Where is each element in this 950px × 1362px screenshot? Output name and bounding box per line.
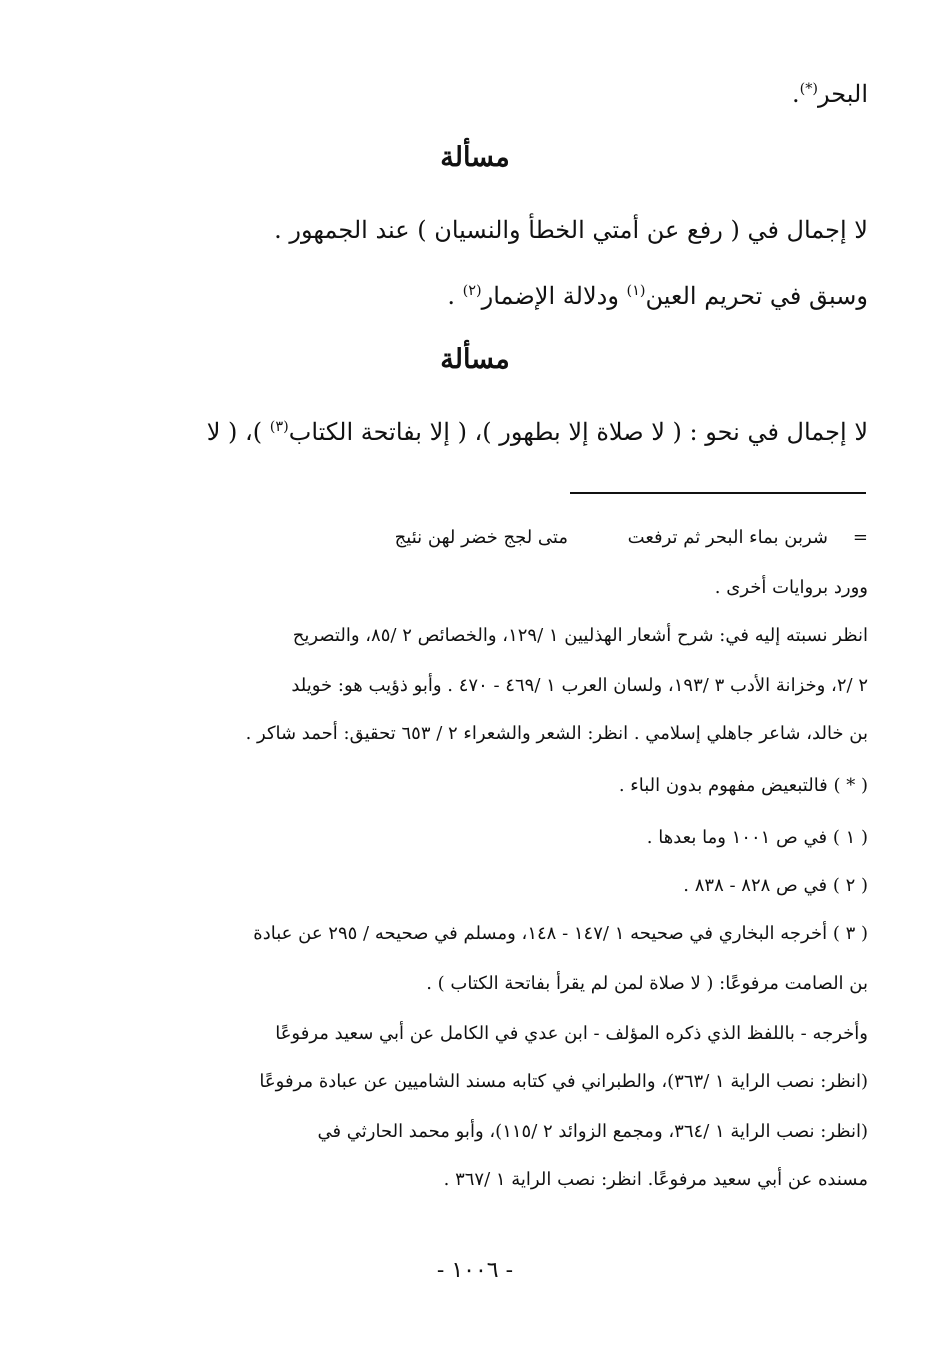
main-line-2: لا إجمال في ( رفع عن أمتي الخطأ والنسيان ) عند الجمهور . — [274, 216, 868, 244]
text-run: لا إجمال في نحو : ( لا صلاة إلا بطهور )، ( إلا بفاتحة الكتاب — [288, 418, 868, 446]
section-heading-1: مسألة — [440, 142, 510, 173]
footnote-line: انظر نسبته إليه في: شرح أشعار الهذليين ١ /١٢٩، والخصائص ٢ /٨٥، والتصريح — [292, 625, 868, 646]
footnote-marker-3: (٣) — [269, 419, 289, 435]
main-line-1 — [120, 76, 868, 112]
main-line-4 — [120, 414, 868, 450]
footnote-marker-1: (١) — [626, 283, 646, 299]
footnote-3: ( ٣ ) أخرجه البخاري في صحيحه ١ /١٤٧ - ١٤٨، ومسلم في صحيحه / ٢٩٥ عن عبادة — [253, 923, 868, 944]
text-run: البحر — [818, 80, 868, 108]
section-heading-2: مسألة — [440, 344, 510, 375]
footnote-line: وورد بروايات أخرى . — [714, 577, 868, 598]
text-run: ودلالة الإضمار — [481, 282, 627, 310]
footnote-separator — [570, 492, 866, 494]
poem-first-hemistich: شربن بماء البحر ثم ترفعت — [627, 527, 828, 548]
footnote-line: بن خالد، شاعر جاهلي إسلامي . انظر: الشعر والشعراء ٢ / ٦٥٣ تحقيق: أحمد شاكر . — [245, 723, 868, 744]
footnote-3-cont: (انظر: نصب الراية ١ /٣٦٤، ومجمع الزوائد ٢ /١١٥)، وأبو محمد الحارثي في — [317, 1121, 868, 1142]
footnote-line: ٢ /٢، وخزانة الأدب ٣ /١٩٣، ولسان العرب ١ /٤٦٩ - ٤٧٠ . وأبو ذؤيب هو: خويلد — [291, 675, 868, 696]
footnote-3-cont: مسنده عن أبي سعيد مرفوعًا. انظر: نصب الراية ١ /٣٦٧ . — [443, 1169, 868, 1190]
main-line-3 — [120, 278, 868, 314]
page-number: - ١٠٠٦ - — [436, 1258, 514, 1283]
text-run: . — [791, 80, 800, 108]
footnote-star: ( * ) فالتبعيض مفهوم بدون الباء . — [618, 775, 868, 796]
footnote-marker-star: (*) — [799, 81, 819, 97]
poem-second-hemistich: متى لجج خضر لهن نئيج — [394, 527, 568, 548]
footnote-3-cont: بن الصامت مرفوعًا: ( لا صلاة لمن لم يقرأ بفاتحة الكتاب ) . — [426, 973, 868, 994]
text-run: )، ( لا — [206, 418, 270, 446]
text-run: . — [447, 282, 463, 310]
footnote-marker-2: (٢) — [462, 283, 482, 299]
footnote-3-cont: وأخرجه - باللفظ الذي ذكره المؤلف - ابن عدي في الكامل عن أبي سعيد مرفوعًا — [275, 1023, 868, 1044]
poem-continuation-marker: = — [852, 527, 868, 548]
footnote-3-cont: (انظر: نصب الراية ١ /٣٦٣)، والطبراني في كتابه مسند الشاميين عن عبادة مرفوعًا — [259, 1071, 868, 1092]
footnote-1: ( ١ ) في ص ١٠٠١ وما بعدها . — [646, 827, 868, 848]
footnote-2: ( ٢ ) في ص ٨٢٨ - ٨٣٨ . — [683, 875, 868, 896]
text-run: وسبق في تحريم العين — [645, 282, 868, 310]
